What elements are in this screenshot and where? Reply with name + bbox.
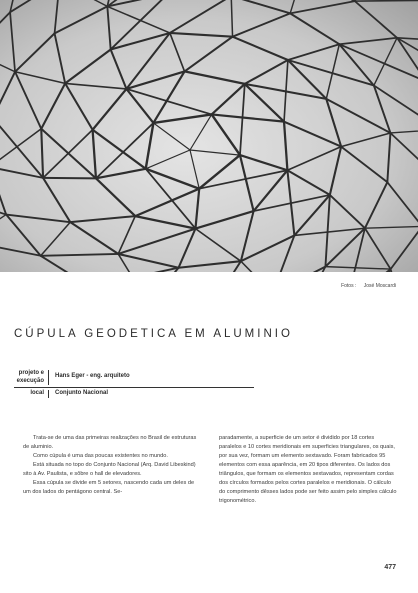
dome-structure-illustration [0,0,418,272]
photo-credit-author: José Moscardi [363,283,396,289]
body-paragraph: Está situada no topo do Conjunto Nacional (Arq. David Libeskind) sito à Av. Paulista, e sôbre o hall de elevadores. [23,462,196,477]
body-paragraph: Trata-se de uma das primeiras realizações no Brasil de estruturas de aluminio. [23,435,197,450]
credits-label-line: execução [16,377,44,384]
page-number: 477 [384,564,396,571]
credits-label-line: projeto e [18,370,44,376]
body-paragraph: paradamente, a superficie de um setor é dividido por 18 cortes paralelos e 10 cortes meridionais em superficies triangulares, os quais, por sua vez, formam um elemento sextavado. Foram fabricados 95 elementos com essa aparência, em 20 tipos diferentes. Os lados dos triângulos, que formam os elementos sextavados, representam cordas dos círculos formados pelos cortes paralelos e meridionais. O cálculo do comprimento dêsses lados pode ser feito assim pelo simples cálculo trigonométrico. [219,435,397,504]
dome-strut [355,0,418,1]
credits-row-location [14,388,254,398]
project-credits [14,370,254,398]
body-column-left [23,434,201,497]
geodesic-dome-photo [0,0,418,272]
photo-credit [341,283,396,289]
body-paragraph: Como cúpula é uma das poucas existentes no mundo. [33,453,168,459]
credits-label-project [14,370,49,385]
credits-value-location: Conjunto Nacional [55,390,108,396]
credits-value-project: Hans Eger - eng. arquiteto [55,373,130,379]
article-title: CÚPULA GEODETICA EM ALUMINIO [14,328,293,340]
body-paragraph: Essa cúpula se divide em 5 setores, nascendo cada um deles de um dos lados do pentágono central. Se- [23,480,195,495]
body-column-right [219,434,397,506]
credits-label-location: local [14,390,49,398]
credits-row-project [14,370,254,388]
photo-credit-label: Fotos : [341,283,357,289]
